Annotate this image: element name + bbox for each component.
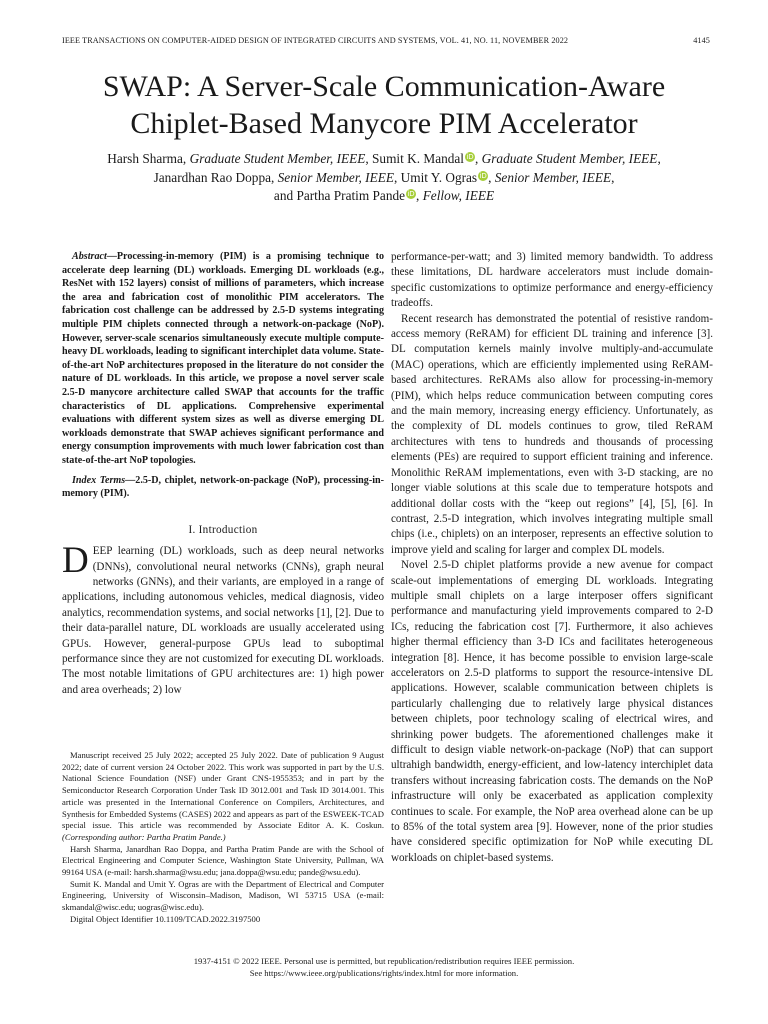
abstract — [62, 250, 384, 468]
author-name: Umit Y. Ogras — [400, 169, 478, 185]
drop-cap: D — [62, 540, 89, 582]
author-name: Janardhan Rao Doppa, — [153, 169, 278, 185]
left-column — [62, 250, 384, 698]
author-name: Sumit K. Mandal — [372, 151, 464, 166]
body-paragraph: Novel 2.5-D chiplet platforms provide a new avenue for compact scale-out implementations of emerging DL workloads. Integrating multiple small chiplets on a large interposer offers significant performance and manufacturing yield improvements compared to 2-D ICs, reducing the fabrication cost [7]. Furthermore, it also achieves higher thermal efficiency than 3-D ICs and facilitates heterogeneous integration [8]. Hence, it has become possible to envision large-scale accelerators on 2.5-D platforms to support the resource-intensive DL applications. However, scalable communication between chiplets is particularly challenging due to relatively large physical distances between chiplets, poor technology scaling of electrical wires, and shrinking power budgets. The aforementioned challenges make it difficult to design viable network-on-package (NoP) that can support ultrahigh bandwidth, energy-efficient, and low-latency interchiplet data transfers without increasing fabrication costs. The demands on the NoP infrastructure will only be exacerbated as application complexity continues to scale. For example, the NoP area overhead alone can be up to 85% of the total system area [9]. However, none of the prior studies have considered specific optimization for NoP while executing DL workloads on chiplet-based systems. — [391, 559, 713, 864]
author-role: Senior Member, IEEE — [277, 169, 394, 185]
copyright-line-2: See https://www.ieee.org/publications/rights/index.html for more information. — [249, 967, 519, 978]
author-name: Harsh Sharma, — [107, 151, 190, 166]
intro-paragraph — [62, 540, 384, 698]
footnote-affiliation-2: Sumit K. Mandal and Umit Y. Ogras are with the Department of Electrical and Computer Engineering, University of Wisconsin–Madison, Madison, WI 53715 USA (e-mail: skmandal@wisc.edu; uogras@wisc.edu). — [62, 878, 384, 913]
author-prefix: and — [273, 188, 297, 204]
abstract-text: —Processing-in-memory (PIM) is a promising technique to accelerate deep learning (DL) workloads. Emerging DL workloads (e.g., ResNet with 152 layers) consist of millions of parameters, which increase the area and fabrication cost of monolithic PIM accelerators. The fabrication cost challenge can be addressed by 2.5-D systems integrating multiple PIM chiplets connected through a network-on-package (NoP). However, server-scale scenarios simultaneously execute multiple compute-heavy DL workloads, leading to significant interchiplet data volume. State-of-the-art NoP architectures proposed in the literature do not consider the nature of DL workloads. In this article, we propose a novel server scale 2.5-D manycore architecture called SWAP that accounts for the traffic characteristics of DL applications. Comprehensive experimental evaluations with different system sizes as well as diverse emerging DL workloads demonstrate that SWAP achieves significant performance and energy consumption improvements with much lower fabrication cost than state-of-the-art NoP topologies. — [62, 251, 384, 466]
orcid-icon[interactable]: iD — [466, 153, 474, 161]
footnote-manuscript — [62, 750, 384, 844]
body-paragraph: Recent research has demonstrated the potential of resistive random-access memory (ReRAM) for efficient DL training and inference [3]. DL computation kernels mainly involve multiply-and-accumulate (MAC) operations, which are efficiently implemented using ReRAM-based architectures. ReRAMs also allow for processing-in-memory (PIM), which helps reduce communication between computing cores and the main memory, increasing energy efficiency. Unfortunately, as the complexity of DL models continues to grow, tiled ReRAM architectures with tens to hundreds and thousands of processing elements (PEs) are required to support efficient training and inference. Monolithic ReRAM implementations, even with 3-D stacking, are no longer viable solutions at this scale due to temperature hotspots and additional dollar costs with the “keep out regions” [4], [5], [6]. In contrast, 2.5-D integration, which involves integrating multiple small chips (i.e., chiplets) on an interposer, represents an effective solution to improve yield and scaling for larger and complex DL models. — [391, 312, 713, 556]
author-role: Graduate Student Member, IEEE — [481, 151, 658, 166]
authors-line-3: and Partha Pratim Pande iD, Fellow, IEEE — [273, 188, 495, 204]
index-terms-lead: Index Terms — [72, 474, 126, 486]
author-role: Graduate Student Member, IEEE — [189, 151, 366, 166]
authors-line-2: Janardhan Rao Doppa, Senior Member, IEEE, Umit Y. Ogras iD, Senior Member, IEEE, — [153, 169, 615, 185]
body-paragraph: performance-per-watt; and 3) limited memory bandwidth. To address these limitations, DL hardware accelerators must include domain-specific customizations to optimize performance and energy-efficiency tradeoffs. — [391, 251, 713, 310]
author-list — [40, 150, 728, 206]
paper-title — [40, 68, 728, 142]
index-terms-text: —2.5-D, chiplet, network-on-package (NoP), processing-in-memory (PIM). — [62, 474, 384, 500]
intro-text: learning (DL) workloads, such as deep neural networks (DNNs), convolutional neural networks (CNNs), graph neural networks (GNNs), and their variants, are employed in a range of applications, including autonomous vehicles, medical diagnosis, video analytics, recommendation systems, and social networks [1], [2]. Due to their data-parallel nature, DL workloads are usually accelerated using GPUs. However, general-purpose GPUs lead to suboptimal performance since they are not customized for executing DL workloads. The most notable limitations of GPU architectures are: 1) high power and area overheads; 2) low — [62, 545, 384, 696]
author-name: Partha Pratim Pande — [296, 188, 406, 204]
corresponding-author: (Corresponding author: Partha Pratim Pande.) — [62, 831, 226, 842]
abstract-lead: Abstract — [72, 251, 107, 262]
copyright-notice — [40, 956, 728, 979]
author-role: Senior Member, IEEE — [494, 169, 612, 185]
index-terms — [62, 474, 384, 501]
page-number: 4145 — [693, 36, 710, 45]
small-caps-lead: EEP — [92, 545, 113, 558]
orcid-icon[interactable]: iD — [407, 190, 415, 199]
copyright-line-1: 1937-4151 © 2022 IEEE. Personal use is permitted, but republication/redistribution requires IEEE permission. — [193, 956, 575, 966]
footnote-affiliation-1: Harsh Sharma, Janardhan Rao Doppa, and Partha Pratim Pande are with the School of Electrical Engineering and Computer Science, Washington State University, Pullman, WA 99164 USA (e-mail: harsh.sharma@wsu.edu; jana.doppa@wsu.edu; pande@wsu.edu). — [62, 843, 384, 878]
title-line-2: Chiplet-Based Manycore PIM Accelerator — [130, 107, 638, 140]
author-role: Fellow, IEEE — [422, 188, 495, 204]
section-heading: I. Introduction — [188, 523, 258, 536]
footnote — [62, 750, 384, 926]
orcid-icon[interactable]: iD — [479, 171, 487, 180]
footnote-doi: Digital Object Identifier 10.1109/TCAD.2022.3197500 — [70, 913, 261, 924]
footnote-text: Manuscript received 25 July 2022; accepted 25 July 2022. Date of publication 9 August 2022; date of current version 24 October 2022. This work was supported in part by the U.S. National Science Foundation (NSF) under Grant CNS-1955353; and in part by the Semiconductor Research Corporation Under Task ID 3012.001 and Task ID 3014.001. This article was presented in the International Conference on Compilers, Architectures, and Synthesis for Embedded Systems (CASES) 2022 and appears as part of the ESWEEK-TCAD special issue. This article was recommended by Associate Editor A. K. Coskun. — [62, 750, 384, 831]
journal-name: IEEE TRANSACTIONS ON COMPUTER-AIDED DESIGN OF INTEGRATED CIRCUITS AND SYSTEMS, VOL. 41, NO. 11, NOVEMBER 2022 — [62, 36, 569, 45]
title-line-1: SWAP: A Server-Scale Communication-Aware — [102, 70, 666, 103]
authors-line-1: Harsh Sharma, Graduate Student Member, IEEE, Sumit K. Mandal iD, Graduate Student Member, IEEE, — [107, 151, 661, 166]
right-column — [391, 250, 713, 866]
